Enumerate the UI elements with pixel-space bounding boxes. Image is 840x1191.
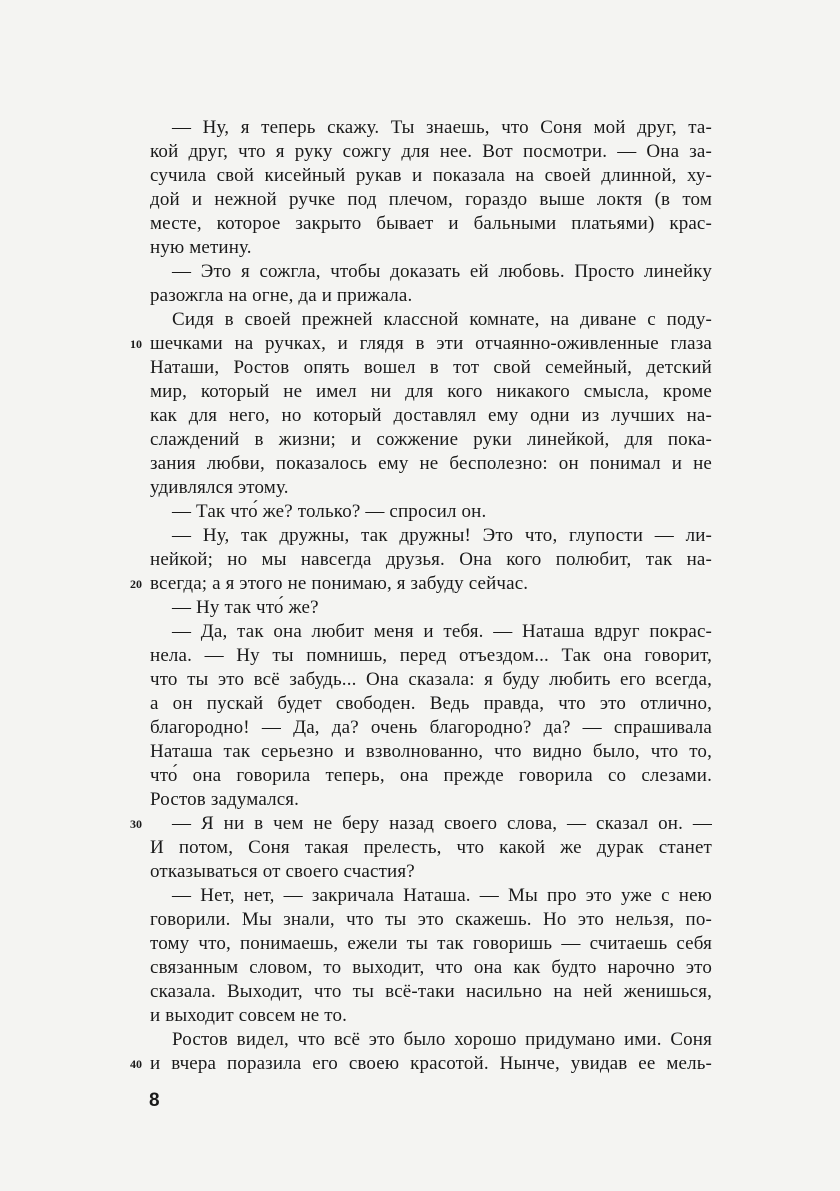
- text-line: что ты это всё забудь... Она сказала: я буду любить его всегда,: [150, 669, 712, 690]
- line-number: 10: [130, 337, 142, 351]
- text-line: всегда; а я этого не понимаю, я забуду сейчас.: [150, 573, 529, 594]
- text-line: сучила свой кисейный рукав и показала на своей длинной, ху-: [150, 165, 712, 186]
- text-line: Сидя в своей прежней классной комнате, на диване с поду-: [172, 309, 712, 330]
- text-line: тому что, понимаешь, ежели ты так говоришь — считаешь себя: [150, 933, 712, 954]
- page-number: 8: [149, 1090, 160, 1111]
- text-line: месте, которое закрыто бывает и бальными платьями) крас-: [150, 213, 712, 234]
- text-line: удивлялся этому.: [150, 477, 289, 498]
- text-line: — Ну так что́ же?: [172, 597, 319, 618]
- text-line: Ростов задумался.: [150, 789, 300, 810]
- text-line: нейкой; но мы навсегда друзья. Она кого полюбит, так на-: [150, 549, 712, 570]
- text-line: сказала. Выходит, что ты всё-таки насильно на ней женишься,: [150, 981, 712, 1002]
- text-line: — Так что́ же? только? — спросил он.: [172, 501, 487, 522]
- text-line: отказываться от своего счастия?: [150, 861, 415, 882]
- text-line: — Да, так она любит меня и тебя. — Наташа вдруг покрас-: [172, 621, 712, 642]
- text-line: ную метину.: [150, 237, 252, 258]
- text-line: говорили. Мы знали, что ты это скажешь. Но это нельзя, по-: [150, 909, 712, 930]
- text-line: Ростов видел, что всё это было хорошо придумано ими. Соня: [172, 1029, 712, 1050]
- text-line: шечками на ручках, и глядя в эти отчаянно-оживленные глаза: [150, 333, 712, 354]
- line-number: 30: [130, 817, 142, 831]
- text-line: — Я ни в чем не беру назад своего слова, — сказал он. —: [172, 813, 712, 834]
- text-line: как для него, но который доставлял ему одни из лучших на-: [150, 405, 712, 426]
- text-line: — Ну, так дружны, так дружны! Это что, глупости — ли-: [172, 525, 712, 546]
- line-number: 40: [130, 1057, 142, 1071]
- text-line: Наташа так серьезно и взволнованно, что видно было, что то,: [150, 741, 712, 762]
- text-line: что́ она говорила теперь, она прежде говорила со слезами.: [150, 765, 712, 786]
- text-line: дой и нежной ручке под плечом, гораздо выше локтя (в том: [150, 189, 712, 210]
- text-line: связанным словом, то выходит, что она как будто нарочно это: [150, 957, 712, 978]
- text-line: слаждений в жизни; и сожжение руки линейкой, для пока-: [150, 429, 712, 450]
- text-line: разожгла на огне, да и прижала.: [150, 285, 413, 306]
- text-line: — Нет, нет, — закричала Наташа. — Мы про это уже с нею: [172, 885, 712, 906]
- text-line: и вчера поразила его своею красотой. Нынче, увидав ее мель-: [150, 1053, 712, 1074]
- text-line: — Это я сожгла, чтобы доказать ей любовь. Просто линейку: [172, 261, 712, 282]
- line-number: 20: [130, 577, 142, 591]
- text-line: И потом, Соня такая прелесть, что какой же дурак станет: [150, 837, 712, 858]
- text-line: мир, который не имел ни для кого никакого смысла, кроме: [150, 381, 712, 402]
- text-line: благородно! — Да, да? очень благородно? да? — спрашивала: [150, 717, 712, 738]
- text-line: кой друг, что я руку сожгу для нее. Вот посмотри. — Она за-: [150, 141, 712, 162]
- text-line: Наташи, Ростов опять вошел в тот свой семейный, детский: [150, 357, 712, 378]
- text-line: а он пускай будет свободен. Ведь правда, что это отлично,: [150, 693, 712, 714]
- text-line: нела. — Ну ты помнишь, перед отъездом... Так она говорит,: [150, 645, 712, 666]
- text-line: — Ну, я теперь скажу. Ты знаешь, что Соня мой друг, та-: [172, 117, 712, 138]
- text-line: и выходит совсем не то.: [150, 1005, 348, 1026]
- text-line: зания любви, показалось ему не бесполезно: он понимал и не: [150, 453, 712, 474]
